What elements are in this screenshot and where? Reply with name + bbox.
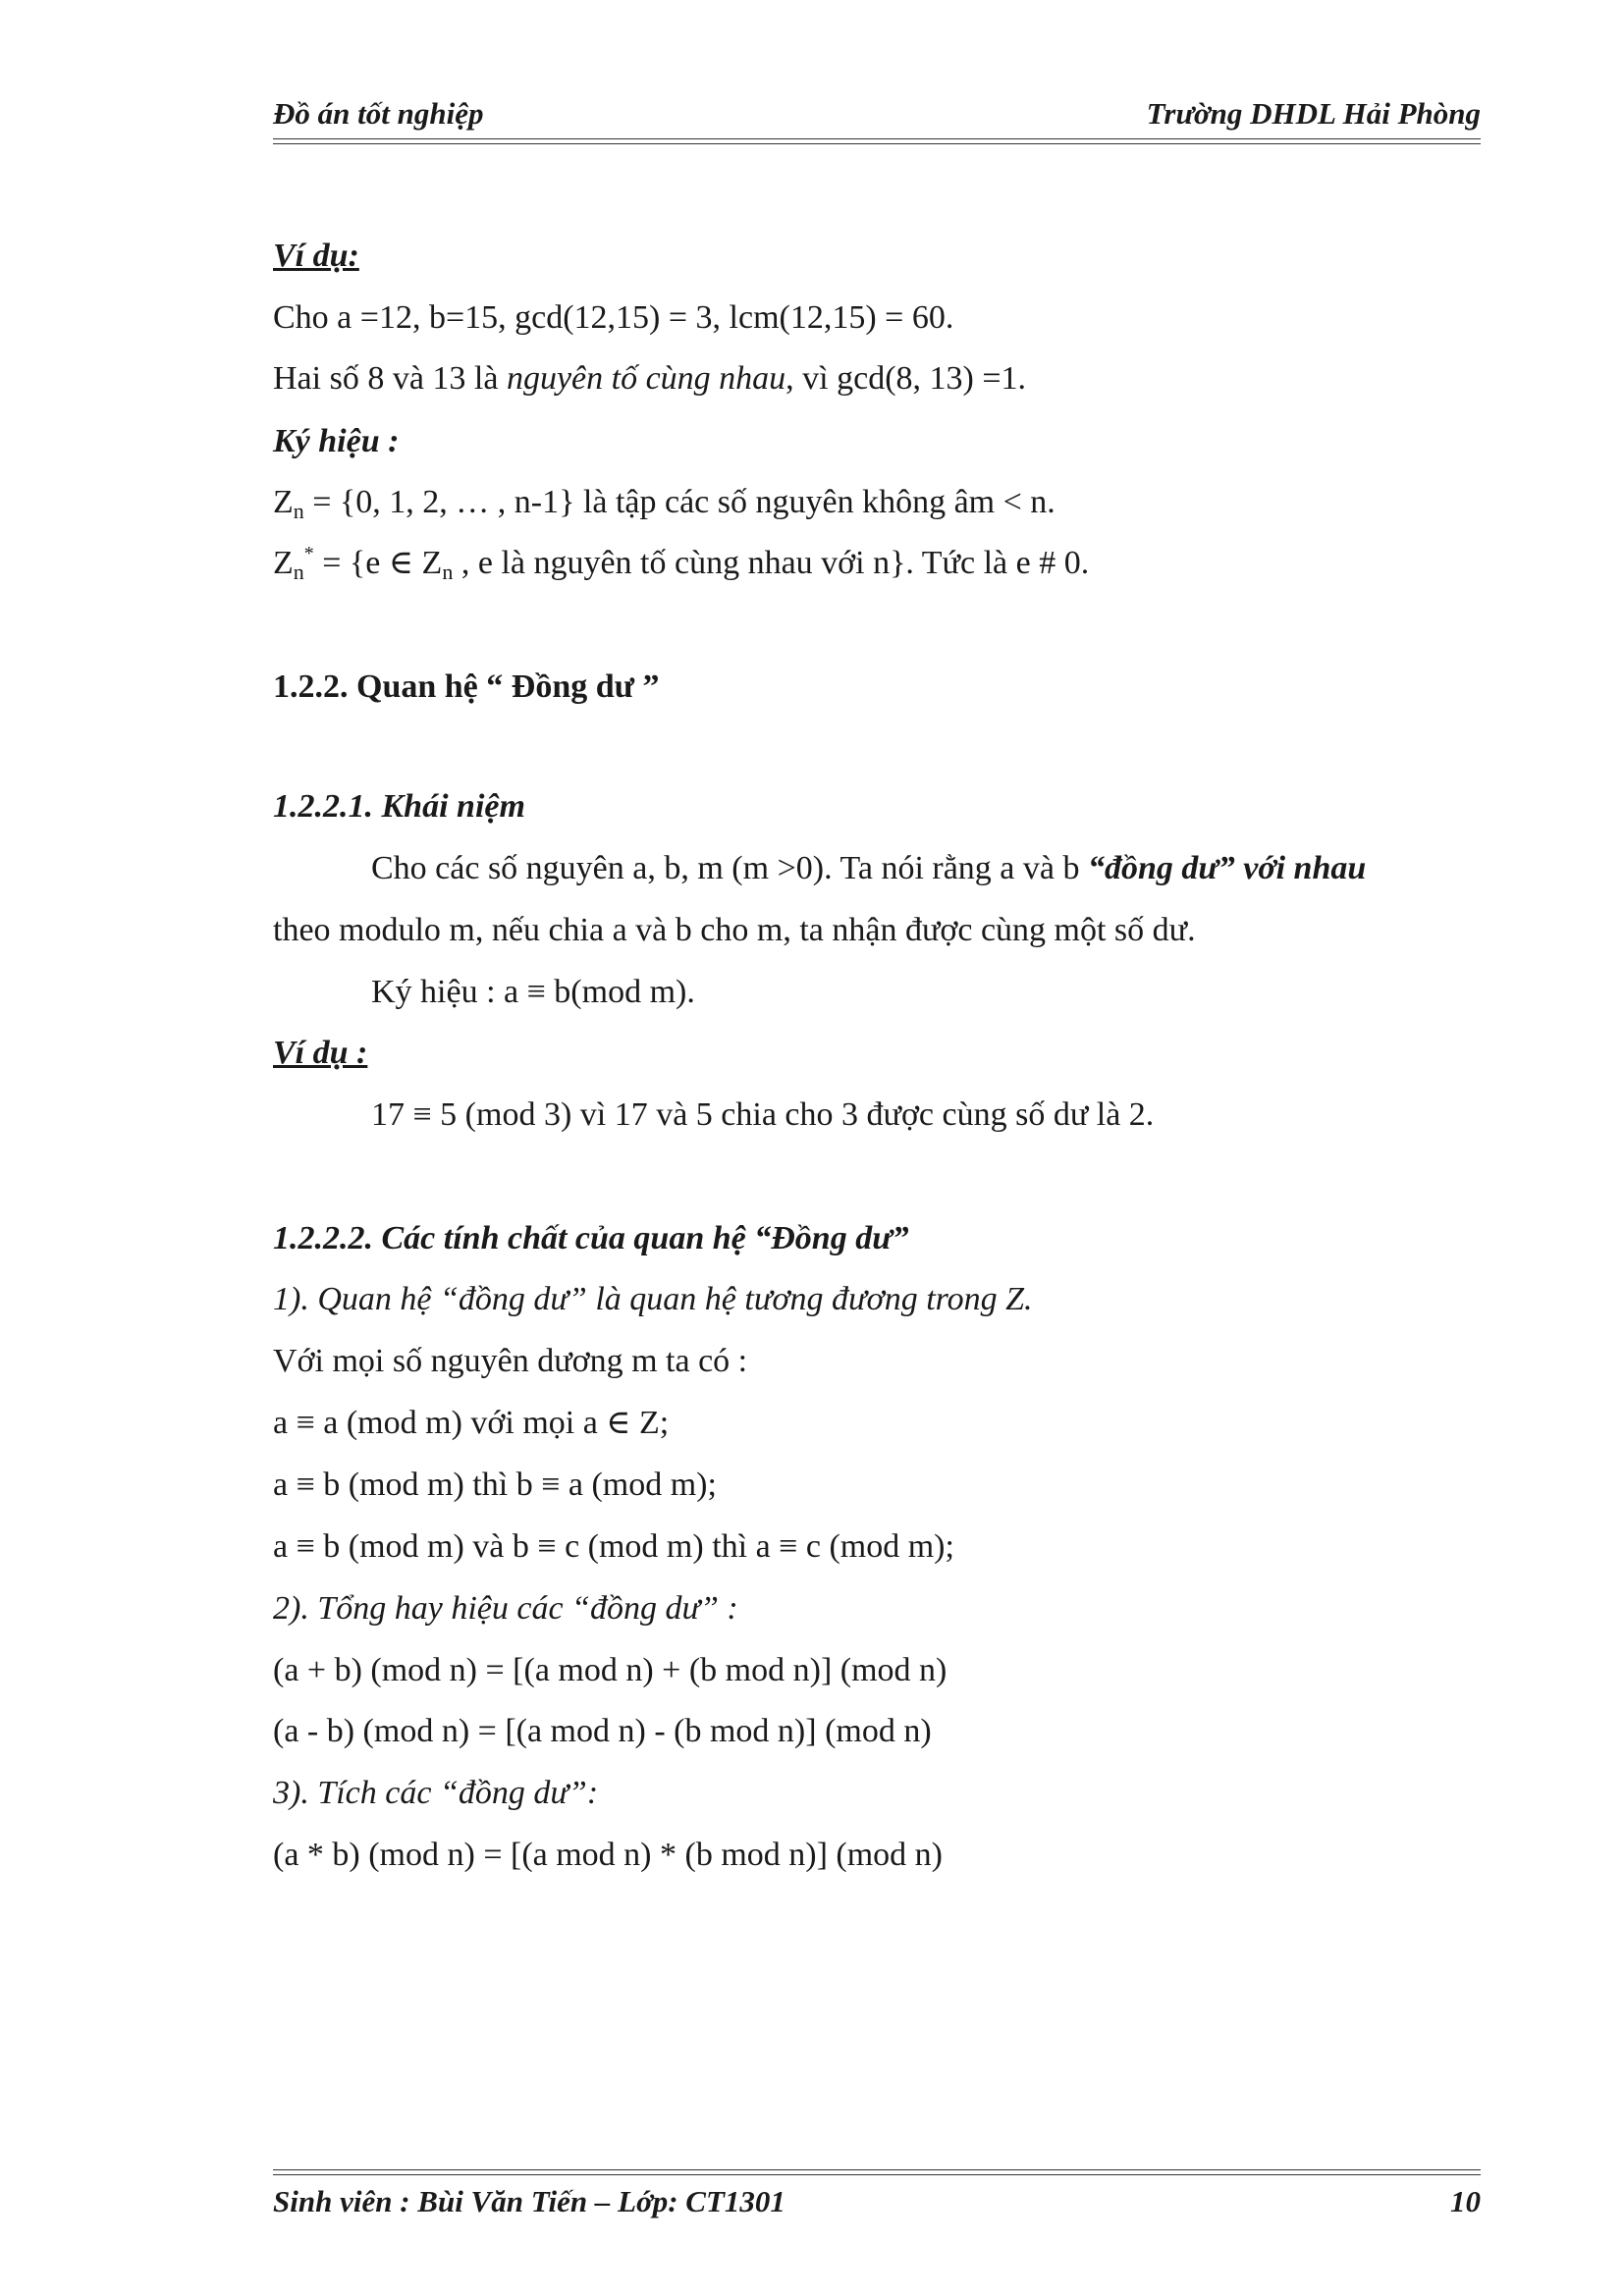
page-header bbox=[273, 96, 1481, 139]
definition-emphasis: “đồng dư” với nhau bbox=[1088, 850, 1367, 886]
header-right: Trường DHDL Hải Phòng bbox=[1146, 96, 1481, 131]
definition-line-1 bbox=[371, 847, 1366, 890]
congruence-notation: Ký hiệu : a ≡ b(mod m). bbox=[371, 974, 695, 1010]
zns-subscript: n bbox=[293, 560, 304, 584]
header-left: Đồ án tốt nghiệp bbox=[273, 96, 484, 131]
property-3-title: 3). Tích các “đồng dư”: bbox=[273, 1775, 599, 1811]
notation-zn bbox=[273, 481, 1056, 524]
definition-line-1-a: Cho các số nguyên a, b, m (m >0). Ta nói rằng a và b bbox=[371, 850, 1088, 886]
property-1-intro: Với mọi số nguyên dương m ta có : bbox=[273, 1343, 748, 1379]
section-title-1-2-2-2: 1.2.2.2. Các tính chất của quan hệ “Đồng dư” bbox=[273, 1220, 909, 1256]
property-2-title: 2). Tổng hay hiệu các “đồng dư” : bbox=[273, 1590, 738, 1627]
zn-symbol: Z bbox=[273, 484, 294, 520]
property-1-symmetric: a ≡ b (mod m) thì b ≡ a (mod m); bbox=[273, 1467, 717, 1503]
header-rule-top bbox=[273, 138, 1481, 139]
notation-title: Ký hiệu : bbox=[273, 423, 400, 459]
property-1-reflexive: a ≡ a (mod m) với mọi a ∈ Z; bbox=[273, 1405, 670, 1441]
zn-definition: = {0, 1, 2, … , n-1} là tập các số nguyên không âm < n. bbox=[303, 484, 1056, 520]
definition-line-2: theo modulo m, nếu chia a và b cho m, ta nhận được cùng một số dư. bbox=[273, 912, 1196, 948]
zns-inner-subscript: n bbox=[442, 560, 454, 584]
example-2-line: 17 ≡ 5 (mod 3) vì 17 và 5 chia cho 3 được cùng số dư là 2. bbox=[371, 1096, 1155, 1133]
zns-definition-a: = {e ∈ Z bbox=[313, 545, 443, 581]
zns-superscript: * bbox=[303, 543, 314, 564]
property-1-title: 1). Quan hệ “đồng dư” là quan hệ tương đương trong Z. bbox=[273, 1281, 1033, 1317]
section-title-1-2-2: 1.2.2. Quan hệ “ Đồng dư ” bbox=[273, 668, 660, 705]
example-line-1: Cho a =12, b=15, gcd(12,15) = 3, lcm(12,15) = 60. bbox=[273, 299, 954, 336]
property-2-difference: (a - b) (mod n) = [(a mod n) - (b mod n)] (mod n) bbox=[273, 1713, 932, 1749]
zns-definition-b: , e là nguyên tố cùng nhau với n}. Tức là e # 0. bbox=[453, 545, 1090, 581]
footer-rule-top bbox=[273, 2169, 1481, 2170]
example-line-2 bbox=[273, 357, 1026, 400]
property-1-transitive: a ≡ b (mod m) và b ≡ c (mod m) thì a ≡ c (mod m); bbox=[273, 1528, 954, 1565]
page-footer bbox=[273, 2184, 1481, 2227]
example-line-2-c: , vì gcd(8, 13) =1. bbox=[785, 360, 1027, 397]
header-rule-bottom bbox=[273, 143, 1481, 144]
notation-zn-star bbox=[273, 542, 1089, 585]
footer-rule-bottom bbox=[273, 2174, 1481, 2175]
page-number: 10 bbox=[1450, 2184, 1481, 2218]
property-3-product: (a * b) (mod n) = [(a mod n) * (b mod n)] (mod n) bbox=[273, 1837, 944, 1873]
section-title-1-2-2-1: 1.2.2.1. Khái niệm bbox=[273, 788, 525, 825]
example-title: Ví dụ: bbox=[273, 238, 359, 274]
property-2-sum: (a + b) (mod n) = [(a mod n) + (b mod n)] (mod n) bbox=[273, 1652, 947, 1688]
example-title-2: Ví dụ : bbox=[273, 1035, 368, 1071]
zns-symbol: Z bbox=[273, 545, 294, 581]
example-line-2-a: Hai số 8 và 13 là bbox=[273, 360, 507, 397]
footer-student: Sinh viên : Bùi Văn Tiến – Lớp: CT1301 bbox=[273, 2184, 785, 2218]
zn-subscript: n bbox=[293, 499, 304, 523]
example-line-2-italic: nguyên tố cùng nhau bbox=[506, 360, 786, 397]
